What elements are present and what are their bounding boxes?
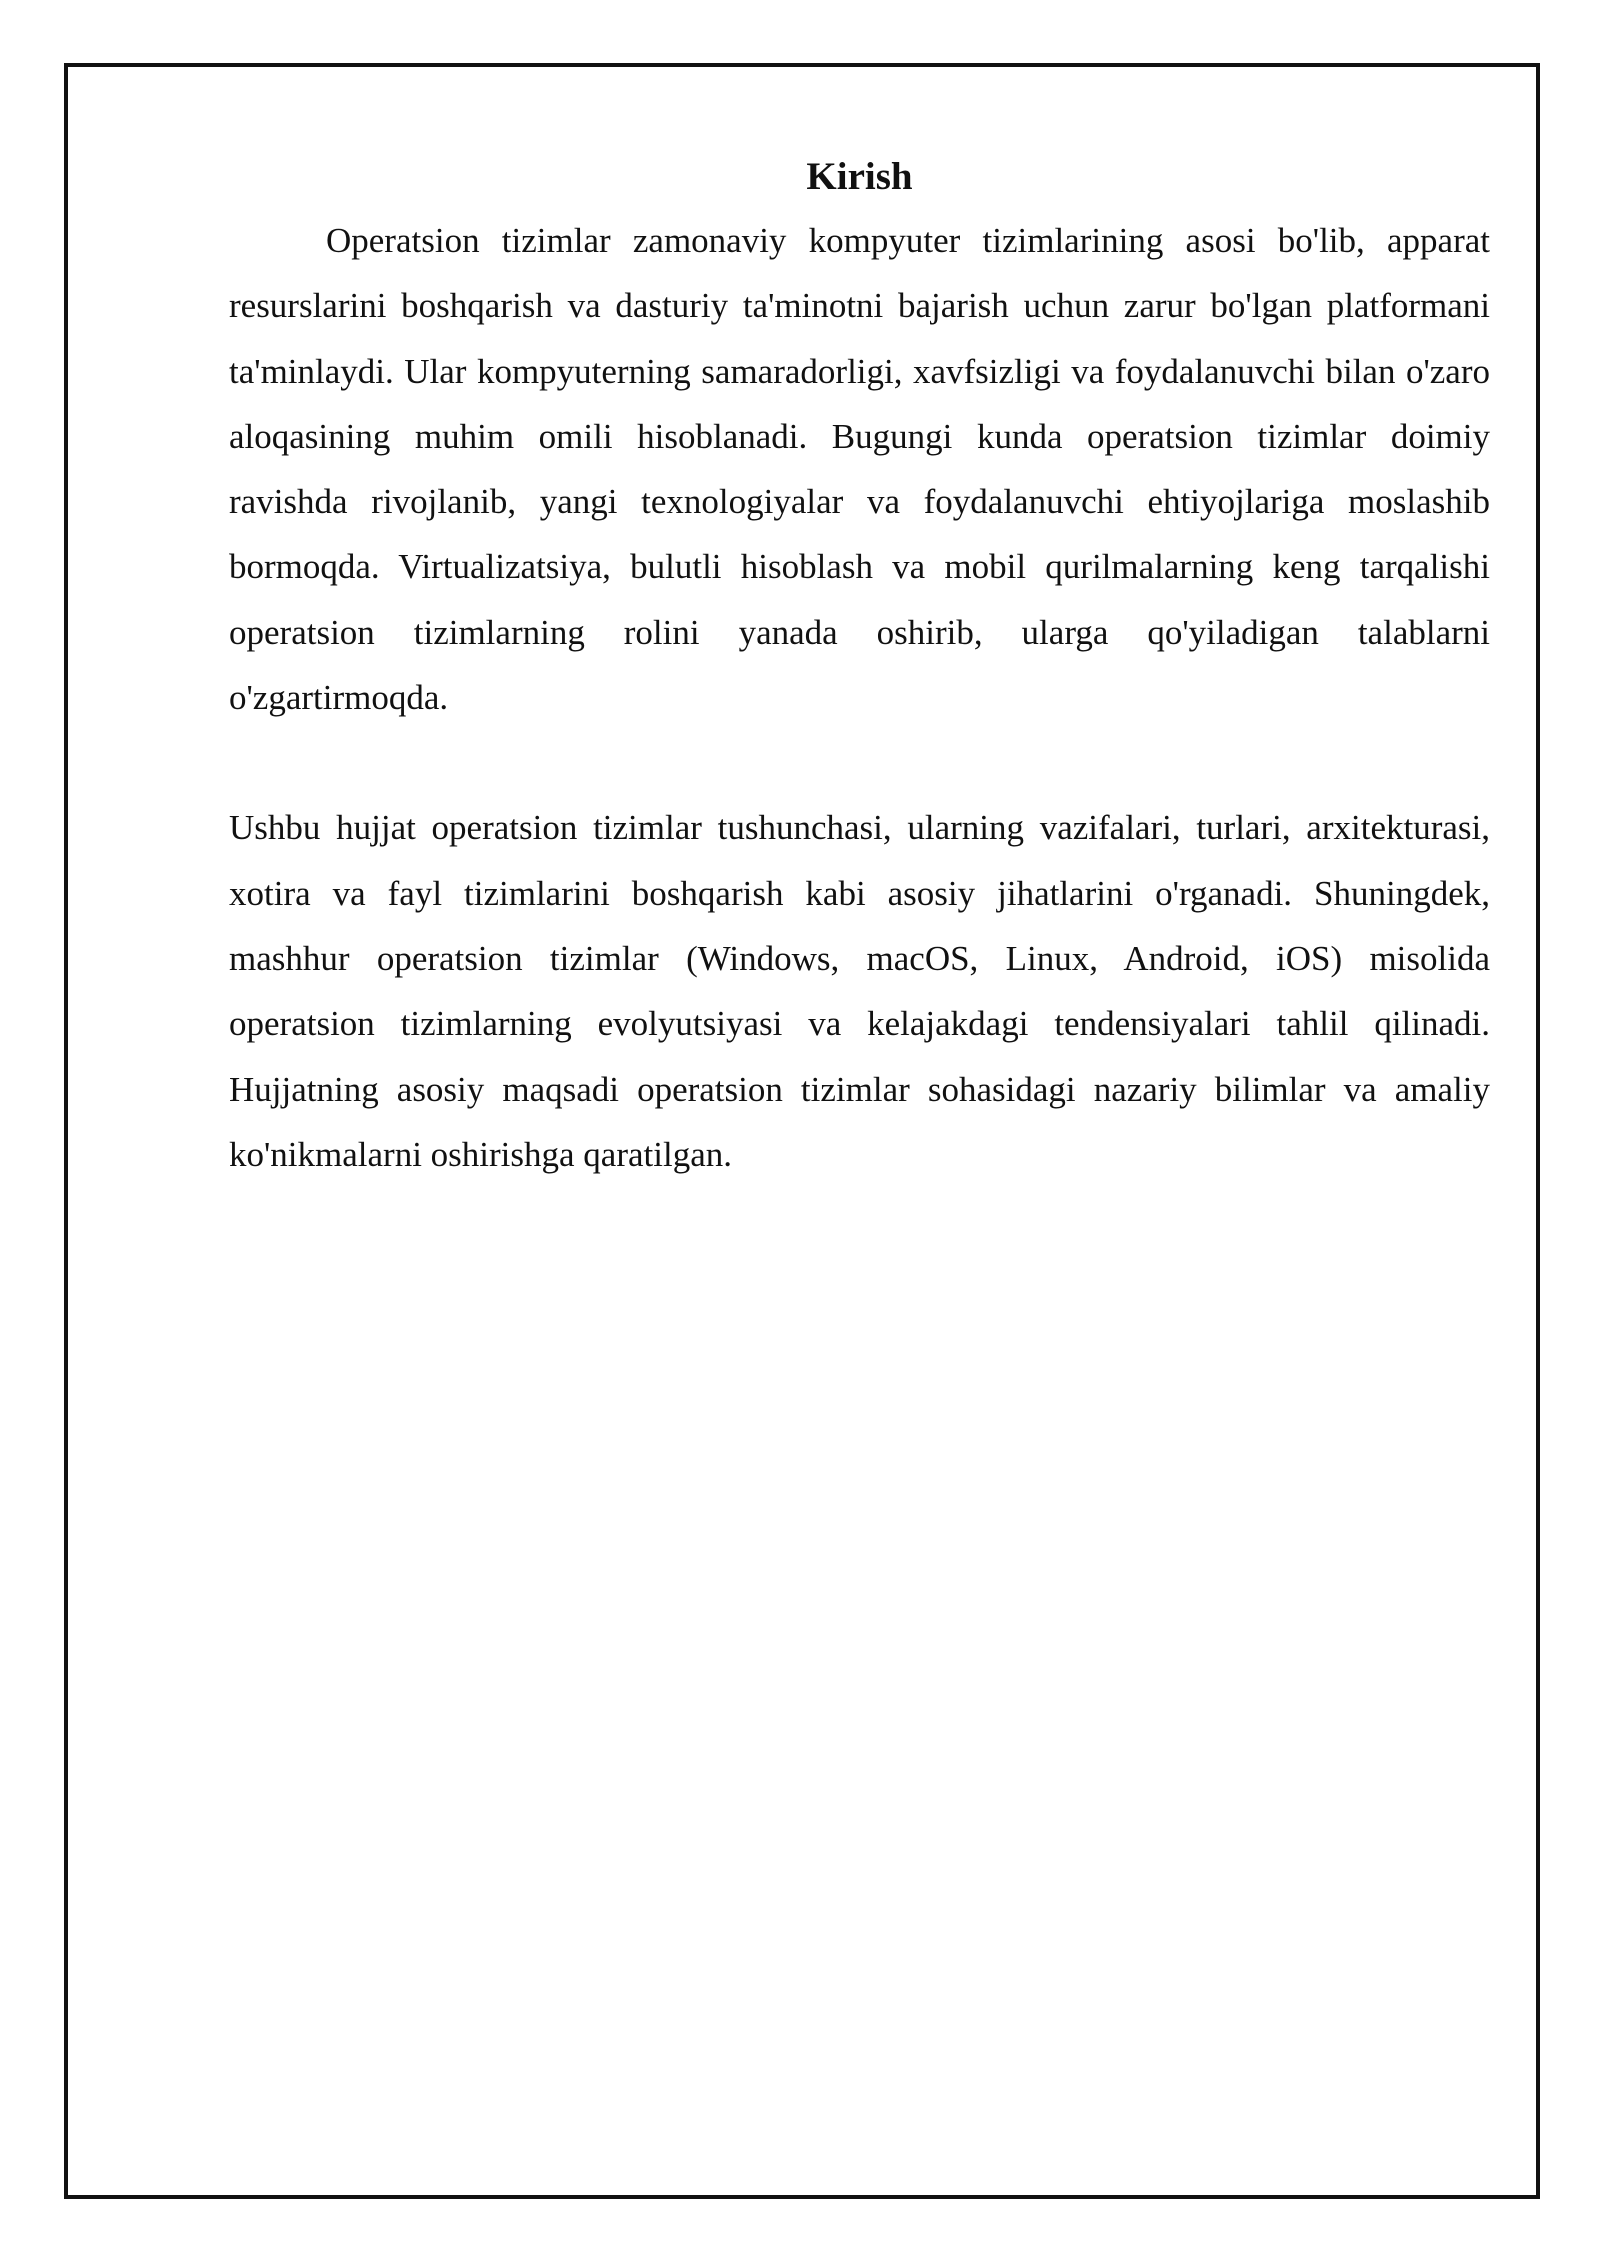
document-body bbox=[229, 150, 1490, 1187]
intro-paragraph: Operatsion tizimlar zamonaviy kompyuter tizimlarining asosi bo'lib, apparat resurslarini boshqarish va dasturiy ta'minotni bajarish uchun zarur bo'lgan platformani ta'minlaydi. Ular kompyuterning samaradorligi, xavfsizligi va foydalanuvchi bilan o'zaro aloqasining muhim omili hisoblanadi. Bugungi kunda operatsion tizimlar doimiy ravishda rivojlanib, yangi texnologiyalar va foydalanuvchi ehtiyojlariga moslashib bormoqda. Virtualizatsiya, bulutli hisoblash va mobil qurilmalarning keng tarqalishi operatsion tizimlarning rolini yanada oshirib, ularga qo'yiladigan talablarni o'zgartirmoqda. bbox=[229, 221, 1490, 718]
document-title: Kirish bbox=[806, 155, 913, 198]
paragraph-gap bbox=[229, 730, 1490, 795]
scope-paragraph: Ushbu hujjat operatsion tizimlar tushunchasi, ularning vazifalari, turlari, arxitekturasi, xotira va fayl tizimlarini boshqarish kabi asosiy jihatlarini o'rganadi. Shuningdek, mashhur operatsion tizimlar (Windows, macOS, Linux, Android, iOS) misolida operatsion tizimlarning evolyutsiyasi va kelajakdagi tendensiyalari tahlil qilinadi. Hujjatning asosiy maqsadi operatsion tizimlar sohasidagi nazariy bilimlar va amaliy ko'nikmalarni oshirishga qaratilgan. bbox=[229, 808, 1490, 1174]
